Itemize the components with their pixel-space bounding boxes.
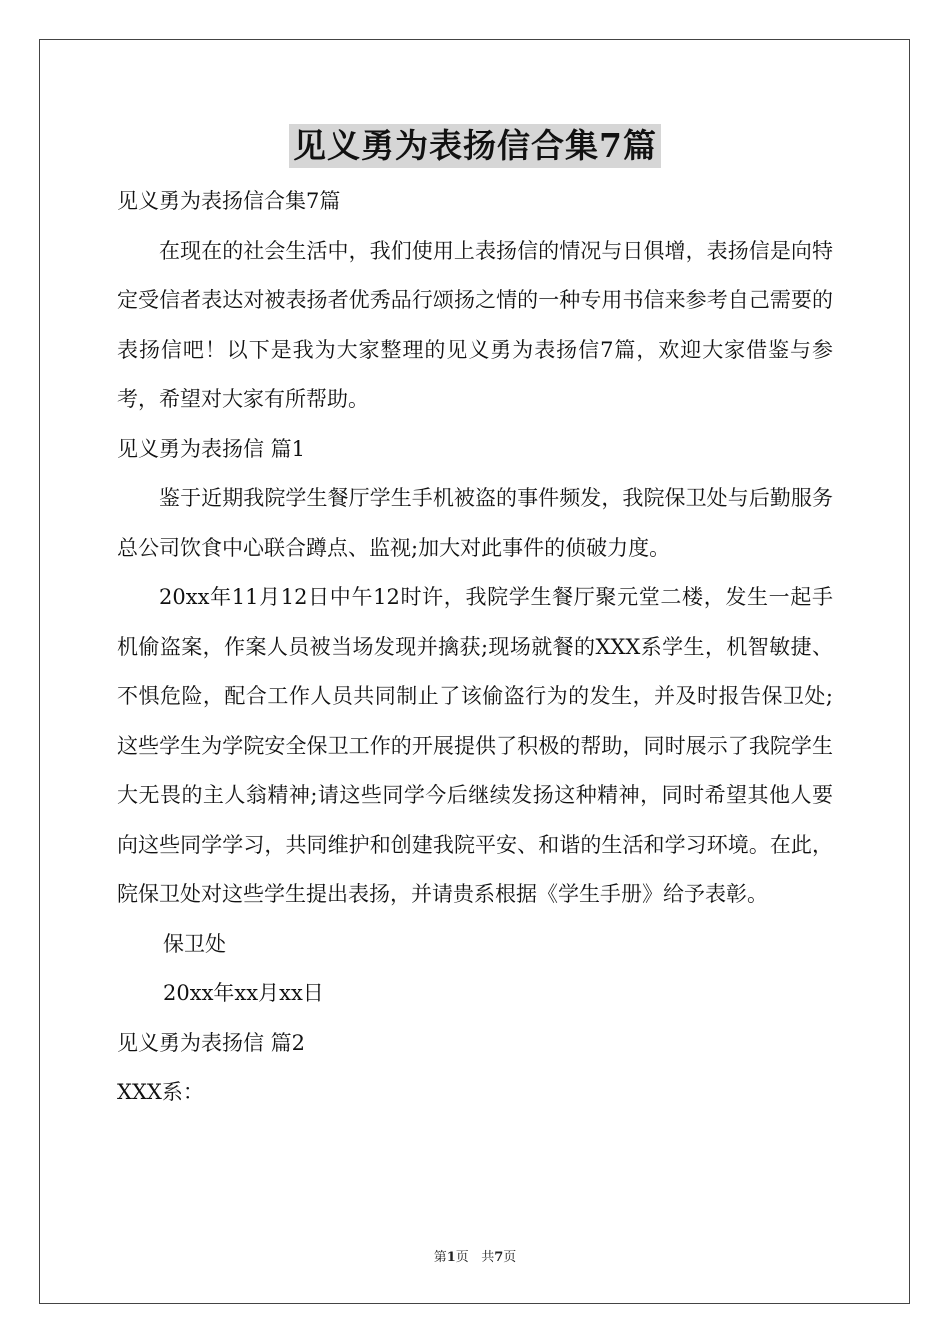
section-2-salutation: XXX系： xyxy=(117,1080,204,1104)
document-title: 见义勇为表扬信合集7篇 xyxy=(289,124,661,168)
section-1-date: 20xx年xx月xx日 xyxy=(163,981,324,1005)
footer-page-number: 1 xyxy=(446,1250,456,1265)
footer-suffix: 页 xyxy=(503,1250,517,1265)
intro-paragraph: 在现在的社会生活中，我们使用上表扬信的情况与日俱增，表扬信是向特定受信者表达对被表扬者优秀品行颂扬之情的一种专用书信来参考自己需要的表扬信吧！以下是我为大家整理的见义勇为表扬信7篇，欢迎大家借鉴与参考，希望对大家有所帮助。 xyxy=(117,238,833,411)
document-title-wrap xyxy=(0,124,950,168)
section-1-paragraph-2: 20xx年11月12日中午12时许，我院学生餐厅聚元堂二楼，发生一起手机偷盗案，作案人员被当场发现并擒获;现场就餐的XXX系学生，机智敏捷、不惧危险，配合工作人员共同制止了该偷盗行为的发生，并及时报告保卫处;这些学生为学院安全保卫工作的开展提供了积极的帮助，同时展示了我院学生大无畏的主人翁精神;请这些同学今后继续发扬这种精神，同时希望其他人要向这些同学学习，共同维护和创建我院平安、和谐的生活和学习环境。在此，院保卫处对这些学生提出表扬，并请贵系根据《学生手册》给予表彰。 xyxy=(117,585,833,906)
footer-mid: 页 共 xyxy=(455,1250,495,1265)
section-2-heading: 见义勇为表扬信 篇2 xyxy=(117,1030,306,1055)
footer-prefix: 第 xyxy=(433,1250,447,1265)
footer-total-pages: 7 xyxy=(494,1250,504,1265)
section-1-heading: 见义勇为表扬信 篇1 xyxy=(117,436,306,461)
page-footer xyxy=(0,1246,950,1265)
document-body xyxy=(117,177,833,1118)
section-1-signature: 保卫处 xyxy=(163,931,226,956)
subtitle: 见义勇为表扬信合集7篇 xyxy=(117,189,341,213)
section-1-paragraph-1: 鉴于近期我院学生餐厅学生手机被盗的事件频发，我院保卫处与后勤服务总公司饮食中心联合蹲点、监视;加大对此事件的侦破力度。 xyxy=(117,486,833,560)
